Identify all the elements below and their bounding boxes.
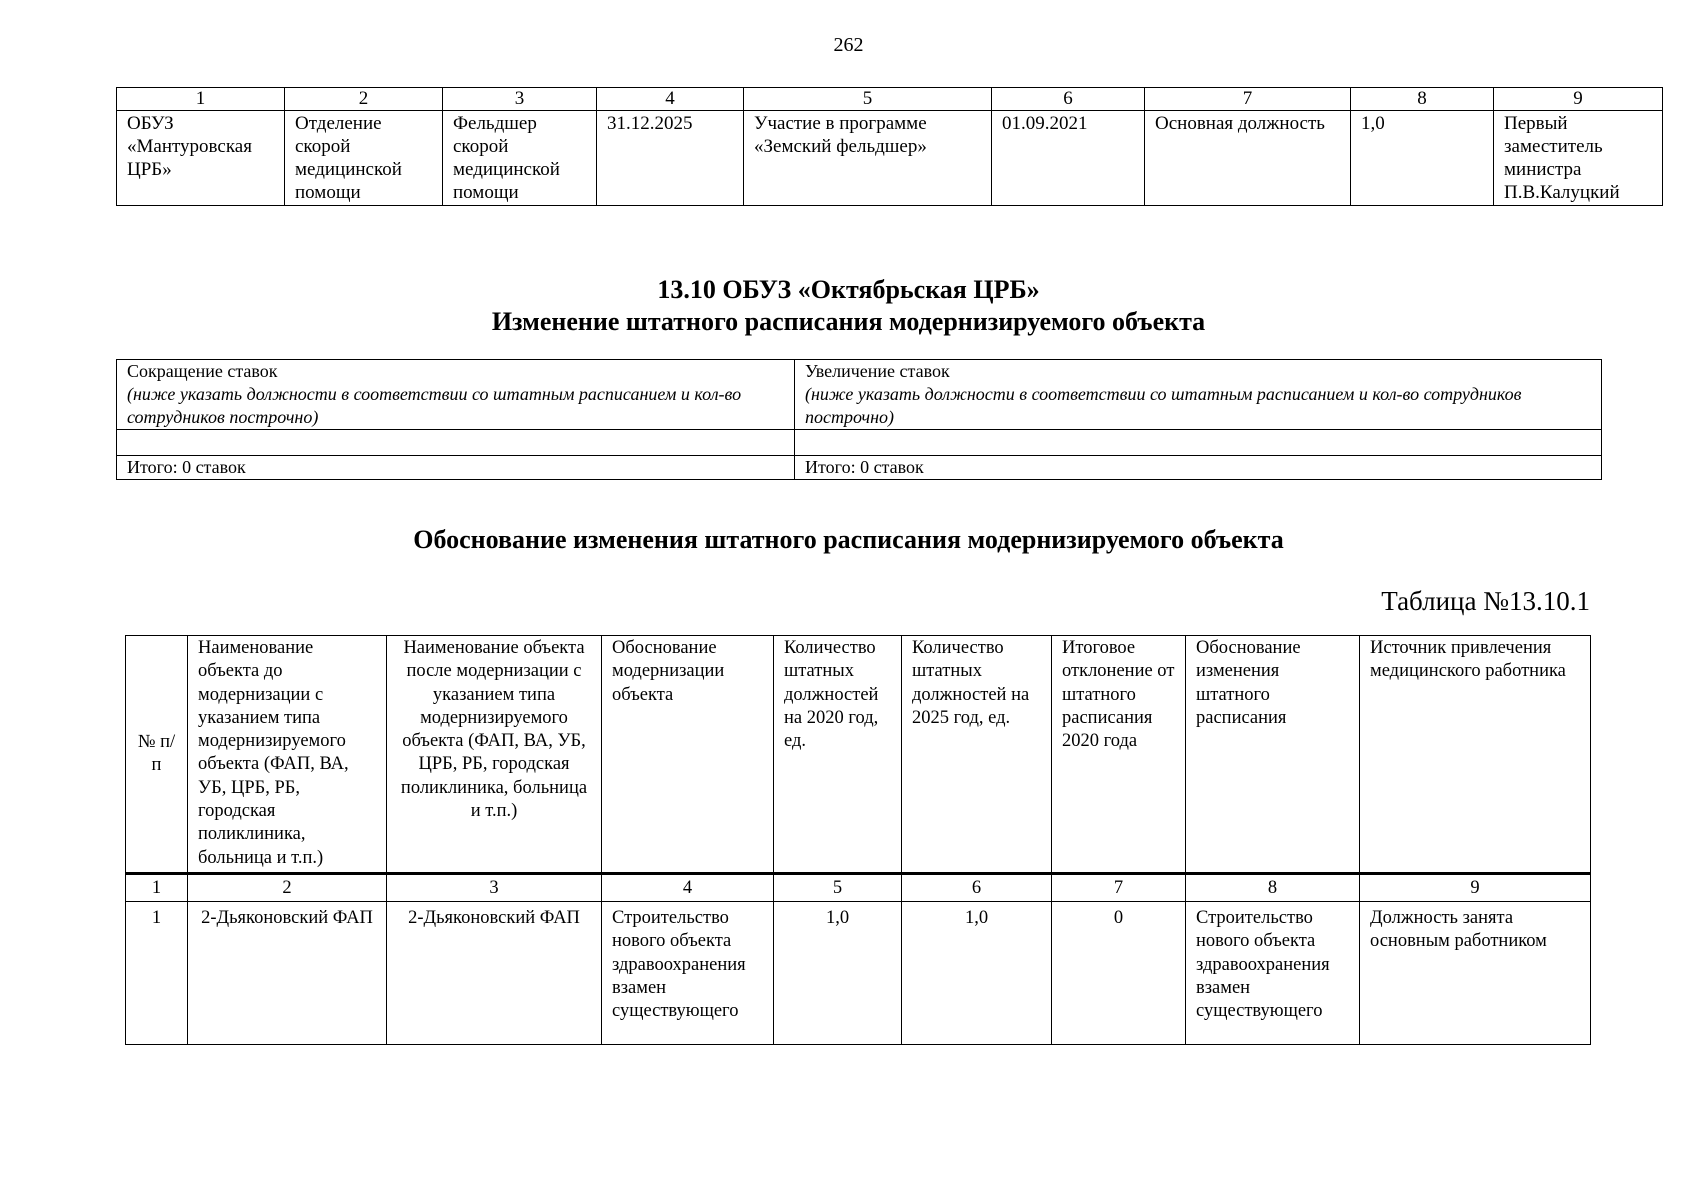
table-header-row xyxy=(117,360,1602,430)
increase-note: (ниже указать должности в соответствии со штатным расписанием и кол-во сотрудников построчно) xyxy=(805,384,1522,427)
increase-header-cell xyxy=(795,360,1602,430)
table-header-row xyxy=(126,636,1591,874)
column-header: Итоговое отклонение от штатного расписания 2020 года xyxy=(1052,636,1186,874)
page-number: 262 xyxy=(833,34,864,56)
table-cell: 1,0 xyxy=(774,902,902,1045)
table-cell: 2-Дьяконовский ФАП xyxy=(188,902,387,1045)
column-number: 6 xyxy=(902,874,1052,902)
column-number: 5 xyxy=(774,874,902,902)
column-number: 6 xyxy=(992,88,1145,111)
table-cell: 1,0 xyxy=(902,902,1052,1045)
justification-table xyxy=(125,635,1591,1045)
staff-changes-table xyxy=(116,359,1602,480)
table-column-numbers-row xyxy=(126,874,1591,902)
section-title: 13.10 ОБУЗ «Октябрьская ЦРБ» xyxy=(657,275,1040,304)
column-header: Обоснование модернизации объекта xyxy=(602,636,774,874)
column-header: № п/п xyxy=(126,636,188,874)
previous-section-table xyxy=(116,87,1663,206)
column-number: 2 xyxy=(188,874,387,902)
reduction-header-cell xyxy=(117,360,795,430)
column-header: Обоснование изменения штатного расписания xyxy=(1186,636,1360,874)
reduction-note: (ниже указать должности в соответствии со штатным расписанием и кол-во сотрудников построчно) xyxy=(127,384,742,427)
table-row xyxy=(126,902,1591,1045)
column-number: 5 xyxy=(744,88,992,111)
table-cell: 01.09.2021 xyxy=(992,111,1145,206)
column-header: Наименование объекта после модернизации с указанием типа модернизируемого объекта (ФАП, ВА, УБ, ЦРБ, РБ, городская поликлиника, больница и т.п.) xyxy=(387,636,602,874)
column-header: Наименование объекта до модернизации с указанием типа модернизируемого объекта (ФАП, ВА, УБ, ЦРБ, РБ, городская поликлиника, больница и т.п.) xyxy=(188,636,387,874)
table-cell: 31.12.2025 xyxy=(597,111,744,206)
empty-row xyxy=(117,430,1602,456)
total-row xyxy=(117,456,1602,480)
column-number: 2 xyxy=(285,88,443,111)
column-number: 3 xyxy=(443,88,597,111)
table-cell: Участие в программе «Земский фельдшер» xyxy=(744,111,992,206)
column-header: Количество штатных должностей на 2025 год, ед. xyxy=(902,636,1052,874)
table-cell: 2-Дьяконовский ФАП xyxy=(387,902,602,1045)
column-number: 9 xyxy=(1494,88,1663,111)
column-number: 7 xyxy=(1052,874,1186,902)
section-subtitle: Изменение штатного расписания модернизируемого объекта xyxy=(491,307,1206,336)
column-number: 4 xyxy=(602,874,774,902)
column-number: 1 xyxy=(117,88,285,111)
table-cell: Основная должность xyxy=(1145,111,1351,206)
table-cell: Отделение скорой медицинской помощи xyxy=(285,111,443,206)
table-cell: Первый заместитель министра П.В.Калуцкий xyxy=(1494,111,1663,206)
column-number: 1 xyxy=(126,874,188,902)
column-header: Количество штатных должностей на 2020 год, ед. xyxy=(774,636,902,874)
table-cell: ОБУЗ «Мантуровская ЦРБ» xyxy=(117,111,285,206)
column-number: 8 xyxy=(1186,874,1360,902)
table-cell: Строительство нового объекта здравоохранения взамен существующего xyxy=(602,902,774,1045)
reduction-heading: Сокращение ставок xyxy=(127,361,278,381)
reduction-total: Итого: 0 ставок xyxy=(117,456,795,480)
increase-heading: Увеличение ставок xyxy=(805,361,950,381)
increase-total: Итого: 0 ставок xyxy=(795,456,1602,480)
table-cell: 1 xyxy=(126,902,188,1045)
column-number: 3 xyxy=(387,874,602,902)
column-number: 7 xyxy=(1145,88,1351,111)
column-header: Источник привлечения медицинского работника xyxy=(1360,636,1591,874)
table-row xyxy=(117,111,1663,206)
justification-title: Обоснование изменения штатного расписания модернизируемого объекта xyxy=(413,525,1284,554)
table-cell: Строительство нового объекта здравоохранения взамен существующего xyxy=(1186,902,1360,1045)
table-label: Таблица №13.10.1 xyxy=(1381,586,1590,616)
table-cell: 0 xyxy=(1052,902,1186,1045)
column-number: 9 xyxy=(1360,874,1591,902)
table-column-numbers-row xyxy=(117,88,1663,111)
column-number: 4 xyxy=(597,88,744,111)
table-cell: 1,0 xyxy=(1351,111,1494,206)
table-cell xyxy=(117,430,795,456)
table-cell: Должность занята основным работником xyxy=(1360,902,1591,1045)
table-cell: Фельдшер скорой медицинской помощи xyxy=(443,111,597,206)
table-cell xyxy=(795,430,1602,456)
column-number: 8 xyxy=(1351,88,1494,111)
